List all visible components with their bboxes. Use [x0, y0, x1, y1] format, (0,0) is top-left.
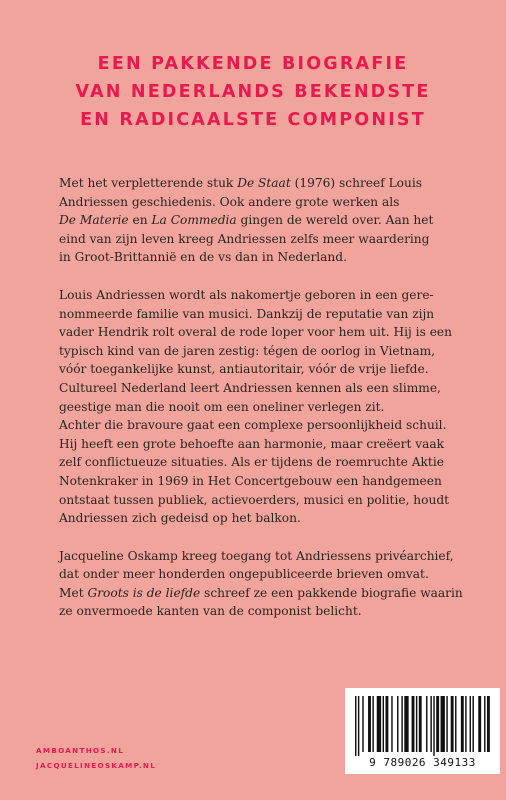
text-line: zelf conflictueuze situaties. Als er tijdens de roemruchte Aktie	[59, 455, 444, 470]
barcode-bar	[412, 696, 415, 752]
barcode-bar	[404, 696, 408, 752]
barcode-bar	[416, 696, 417, 752]
text-line	[59, 211, 459, 230]
barcode-bar	[391, 696, 392, 752]
text-line: geestige man die nooit om een oneliner verlegen zit.	[59, 399, 385, 414]
barcode-bar	[472, 696, 473, 752]
text-line: nommeerde familie van musici. Dankzij de reputatie van zijn	[59, 306, 435, 321]
barcode-bar	[430, 696, 431, 752]
text-line: vóór toegankelijke kunst, antiautoritair, vóór de vrije liefde.	[59, 362, 429, 377]
text-line: Achter die bravoure gaat een complexe persoonlijkheid schuil.	[59, 418, 447, 433]
text-line: vader Hendrik rolt overal de rode loper voor hem uit. Hij is een	[59, 325, 452, 340]
barcode-bar	[362, 696, 363, 752]
text-span: gingen de wereld over. Aan het	[236, 213, 434, 228]
text-line: in Groot-Brittannië en de vs dan in Nederland.	[59, 250, 347, 265]
publisher-url: AMBOANTHOS.NL	[36, 746, 125, 755]
barcode-bar	[470, 696, 471, 752]
work-title: De Materie	[59, 213, 129, 228]
headline	[0, 50, 506, 134]
blurb-paragraph-1	[59, 174, 459, 267]
barcode-bar	[358, 696, 359, 756]
text-line: Andriessen zich gedeisd op het balkon.	[59, 511, 301, 526]
text-line: typisch kind van de jaren zestig: tégen de oorlog in Vietnam,	[59, 343, 436, 358]
barcode-bar	[451, 696, 454, 752]
text-line	[59, 174, 459, 193]
headline-line-3: EN RADICAALSTE COMPONIST	[80, 110, 426, 130]
barcode-bar	[455, 696, 456, 752]
text-span: (1976) schreef Louis	[290, 176, 423, 190]
isbn-number: 9 789026 349133	[369, 756, 476, 769]
text-line: Notenkraker in 1969 in Het Concertgebouw een handgemeen	[59, 473, 442, 488]
text-line: Cultureel Nederland leert Andriessen kennen als een slimme,	[59, 380, 441, 395]
work-title: La Commedia	[151, 213, 237, 228]
barcode-bar	[478, 696, 481, 752]
barcode-bar	[484, 696, 485, 752]
barcode-bar	[487, 696, 490, 752]
barcode-bar	[368, 696, 371, 752]
barcode-bar	[377, 696, 381, 752]
barcode-bars	[345, 688, 500, 758]
barcode-bar	[436, 696, 439, 752]
website-links	[36, 743, 156, 773]
text-line: Jacqueline Oskamp kreeg toegang tot Andriessens privéarchief,	[59, 548, 454, 563]
barcode-bar	[419, 696, 422, 752]
text-span: Met het verpletterende stuk	[59, 176, 238, 190]
text-line	[59, 584, 463, 603]
work-title: De Staat	[237, 176, 291, 190]
barcode-bar	[397, 696, 398, 752]
text-span: en	[128, 213, 152, 228]
barcode-bar	[355, 696, 356, 756]
barcode-bar	[441, 696, 445, 752]
barcode-bar	[385, 696, 388, 752]
barcode-bar	[426, 696, 427, 752]
text-line: Andriessen geschiedenis. Ook andere grote werken als	[59, 194, 400, 209]
text-line: eind van zijn leven kreeg Andriessen zelfs meer waardering	[59, 231, 430, 246]
headline-line-1: EEN PAKKENDE BIOGRAFIE	[97, 54, 409, 74]
author-url: JACQUELINEOSKAMP.NL	[36, 761, 157, 770]
barcode-bar	[372, 696, 373, 752]
barcode-bar	[461, 696, 464, 752]
text-line: dat onder meer honderden ongepubliceerde brieven omvat.	[59, 567, 429, 582]
headline-line-2: VAN NEDERLANDS BEKENDSTE	[75, 82, 431, 102]
text-line: ontstaat tussen publiek, actievoerders, musici en politie, houdt	[59, 492, 450, 507]
blurb-paragraph-2	[59, 286, 459, 528]
barcode-bar	[446, 696, 447, 752]
barcode-bar	[401, 696, 402, 752]
barcode-bar	[465, 696, 466, 752]
blurb	[59, 174, 463, 640]
book-title: Groots is de liefde	[87, 585, 201, 600]
text-line: ze onvermoede kanten van de componist belicht.	[59, 604, 362, 619]
barcode-bar	[433, 696, 434, 756]
text-line: Hij heeft een grote behoefte aan harmonie, maar creëert vaak	[59, 436, 445, 451]
barcode-bar	[383, 696, 384, 752]
blurb-paragraph-3	[59, 547, 463, 621]
text-span: schreef ze een pakkende biografie waarin	[200, 585, 463, 600]
text-line: Louis Andriessen wordt als nakomertje geboren in een gere-	[59, 287, 434, 302]
isbn-barcode	[345, 688, 500, 774]
text-span: Met	[59, 585, 88, 600]
